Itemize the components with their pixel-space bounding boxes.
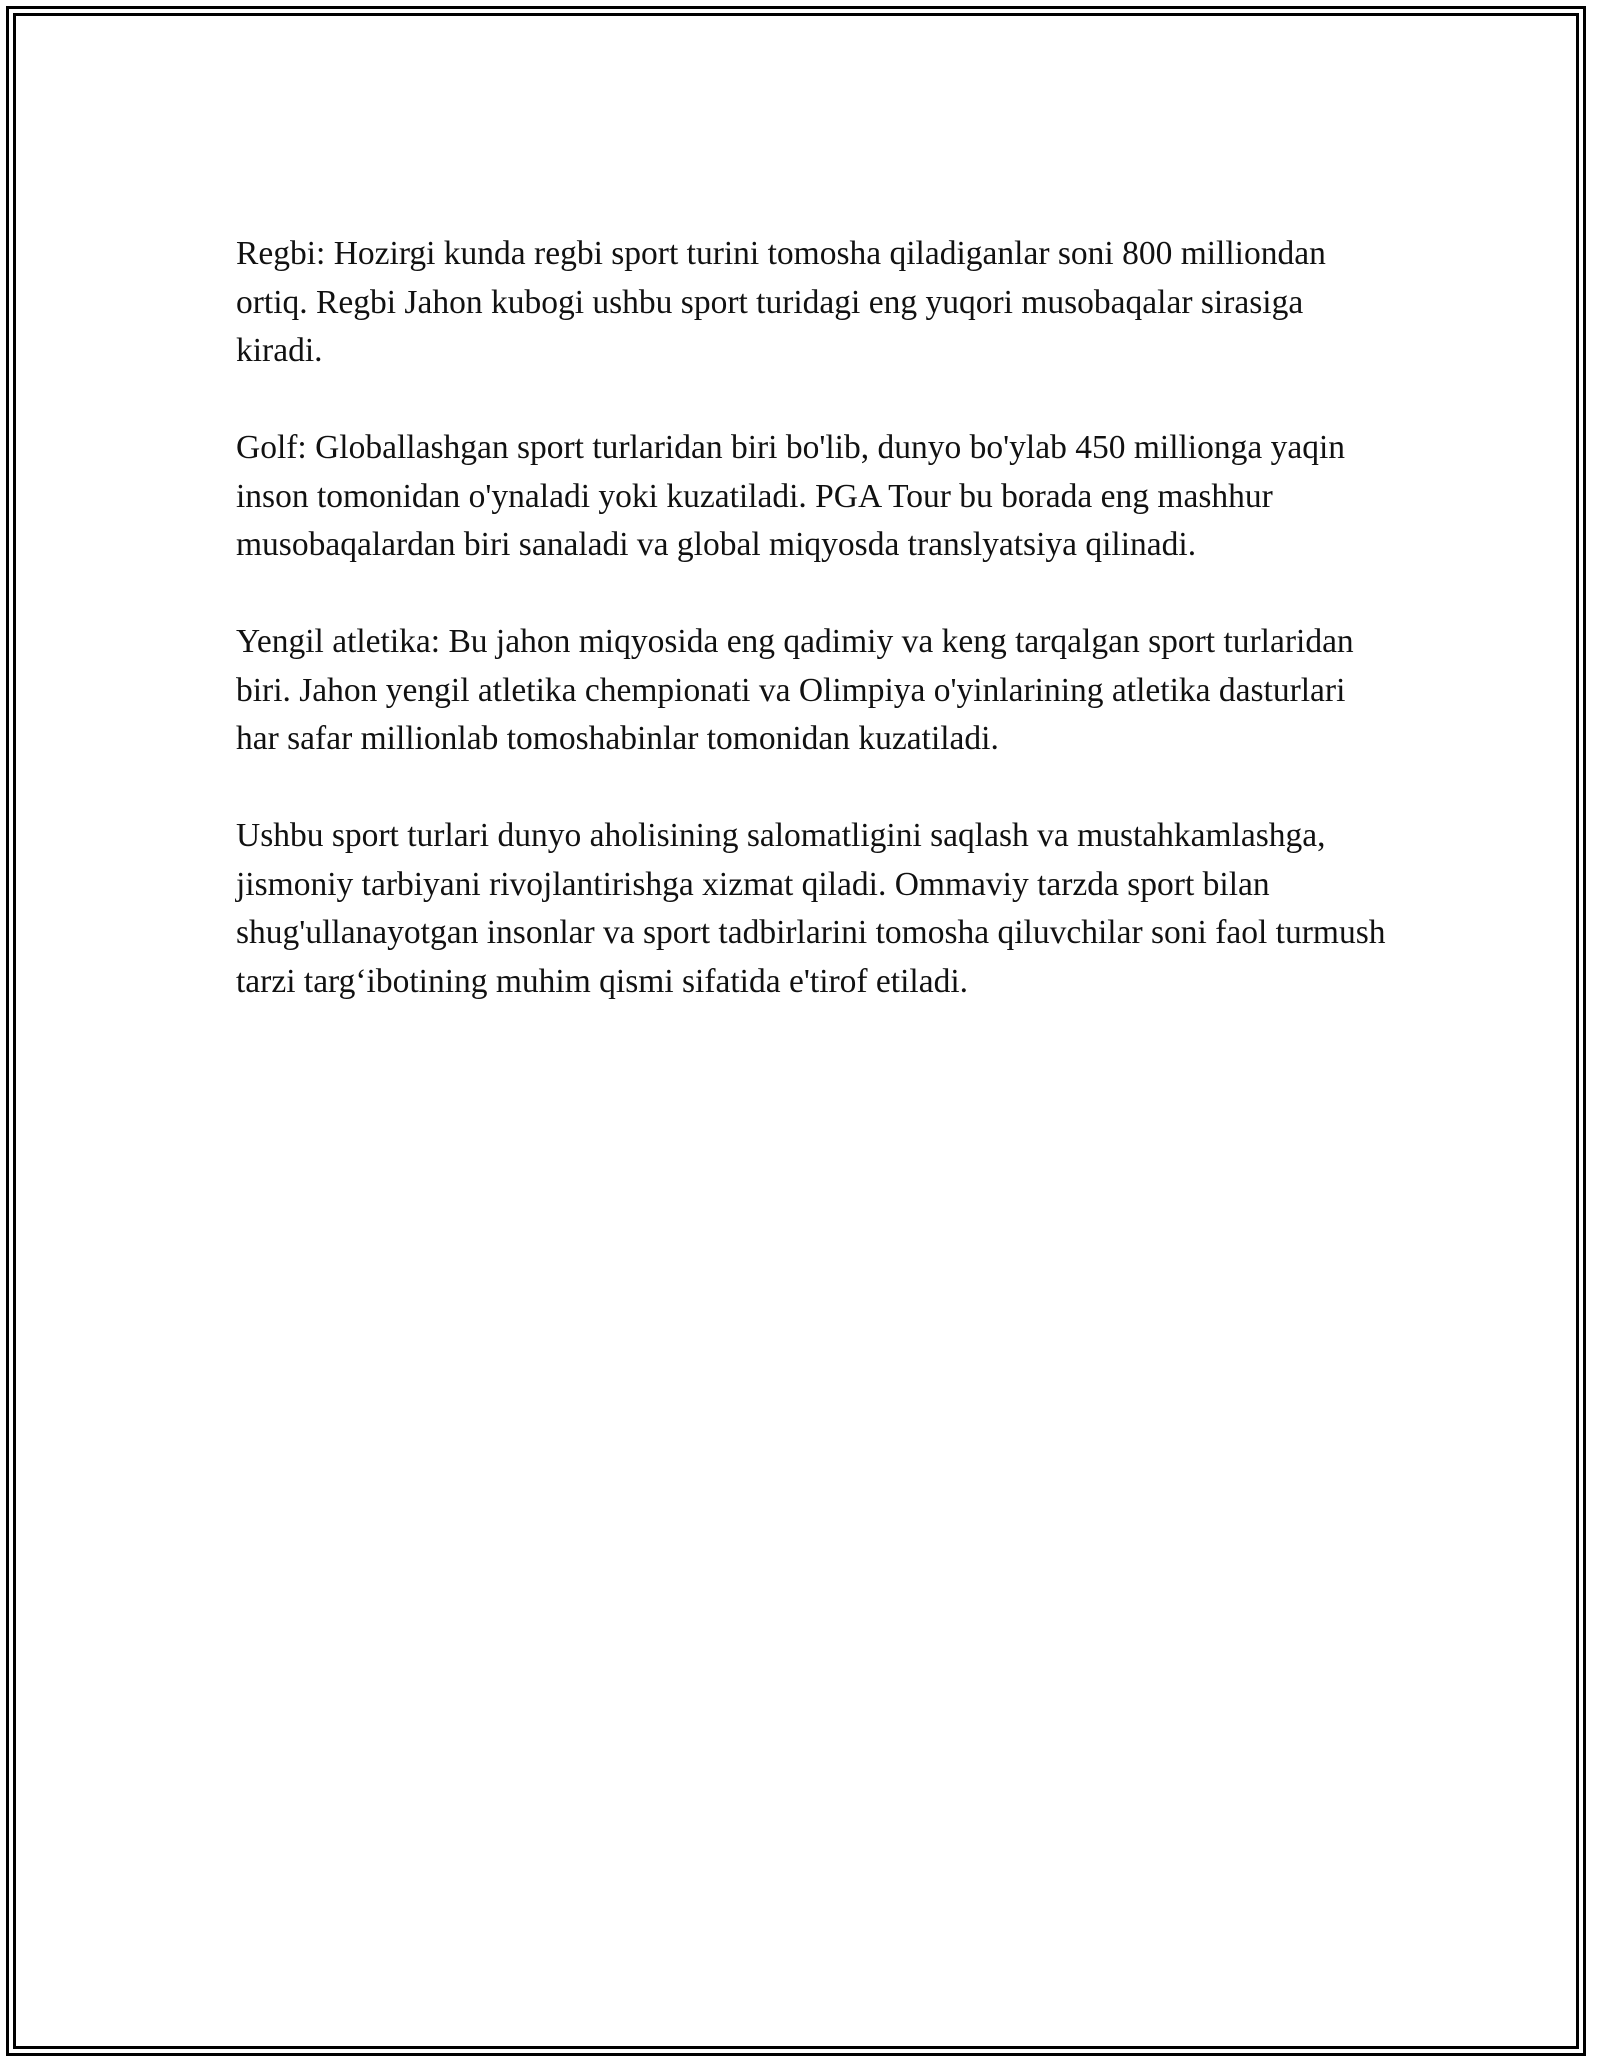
paragraph-conclusion: Ushbu sport turlari dunyo aholisining salomatligini saqlash va mustahkamlashga, jismoniy tarbiyani rivojlantirishga xizmat qiladi. Ommaviy tarzda sport bilan shug'ullanayotgan insonlar va sport tadbirlarini tomosha qiluvchilar soni faol turmush tarzi targ‘ibotining muhim qismi sifatida e'tirof etiladi. xyxy=(236,817,1386,1000)
paragraph-rugby: Regbi: Hozirgi kunda regbi sport turini tomosha qiladiganlar soni 800 milliondan ortiq. Regbi Jahon kubogi ushbu sport turidagi eng yuqori musobaqalar sirasiga kiradi. xyxy=(236,235,1326,369)
document-body xyxy=(236,230,1386,1055)
paragraph-athletics: Yengil atletika: Bu jahon miqyosida eng qadimiy va keng tarqalgan sport turlaridan biri. Jahon yengil atletika chempionati va Olimpiya o'yinlarining atletika dasturlari har safar millionlab tomoshabinlar tomonidan kuzatiladi. xyxy=(236,623,1354,757)
paragraph-golf: Golf: Globallashgan sport turlaridan biri bo'lib, dunyo bo'ylab 450 millionga yaqin inson tomonidan o'ynaladi yoki kuzatiladi. PGA Tour bu borada eng mashhur musobaqalardan biri sanaladi va global miqyosda translyatsiya qilinadi. xyxy=(236,429,1346,563)
